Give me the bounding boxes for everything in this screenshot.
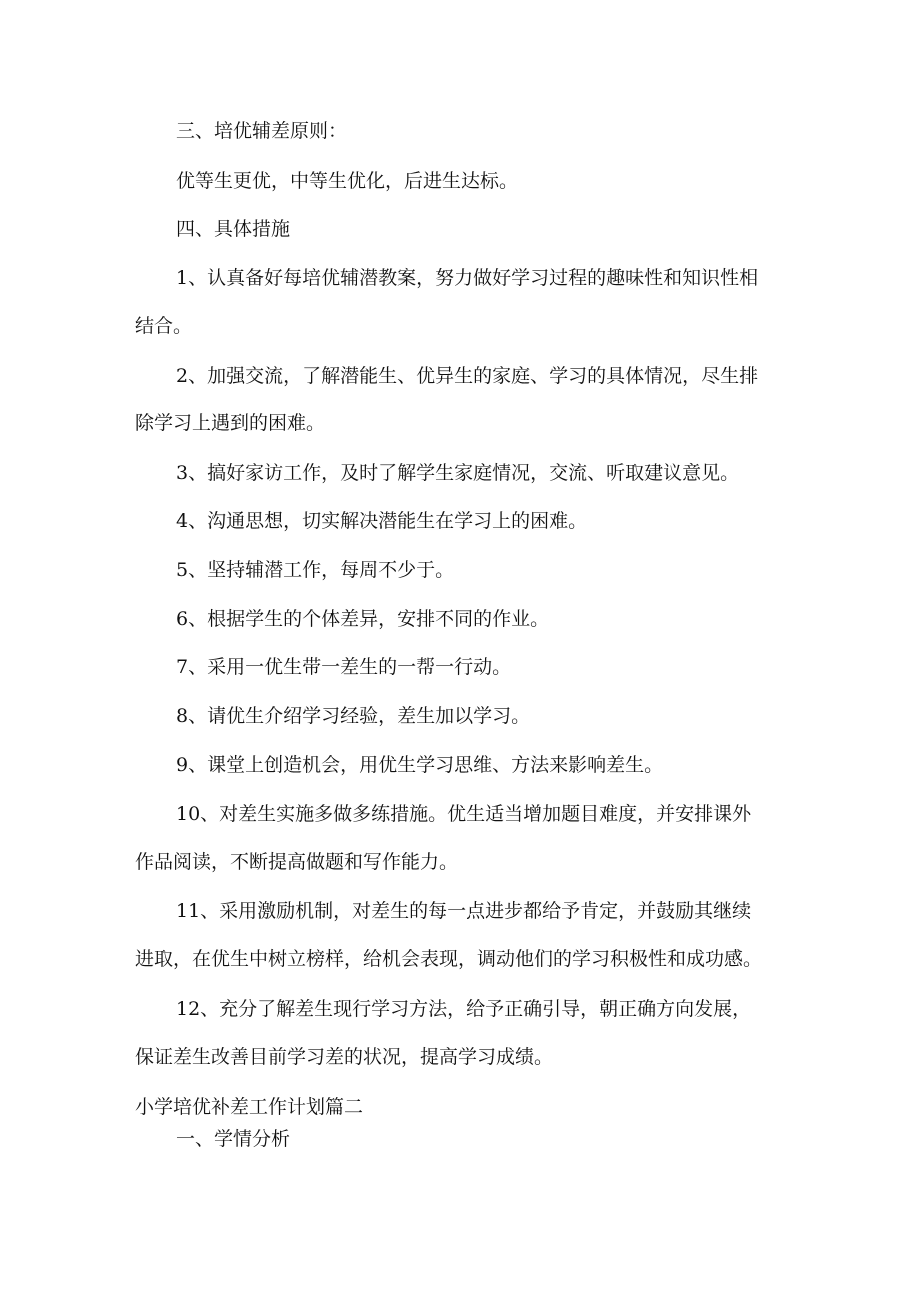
measure-12-line1: 12、充分了解差生现行学习方法，给予正确引导，朝正确方向发展， (176, 998, 752, 1020)
principles-heading: 三、培优辅差原则： (176, 120, 348, 142)
measure-11-line2: 进取，在优生中树立榜样，给机会表现，调动他们的学习积极性和成功感。 (135, 948, 763, 970)
measure-8: 8、请优生介绍学习经验，差生加以学习。 (176, 705, 531, 727)
subsection-heading: 一、学情分析 (176, 1128, 291, 1150)
measure-1-line2: 结合。 (135, 315, 193, 337)
measure-7: 7、采用一优生带一差生的一帮一行动。 (176, 656, 512, 678)
measure-4: 4、沟通思想，切实解决潜能生在学习上的困难。 (176, 510, 588, 532)
measures-heading: 四、具体措施 (176, 218, 291, 240)
measure-10-line1: 10、对差生实施多做多练措施。优生适当增加题目难度，并安排课外 (176, 803, 752, 825)
measure-3: 3、搞好家访工作，及时了解学生家庭情况，交流、听取建议意见。 (176, 462, 740, 484)
measure-10-line2: 作品阅读，不断提高做题和写作能力。 (135, 851, 459, 873)
measure-1-line1: 1、认真备好每培优辅潜教案，努力做好学习过程的趣味性和知识性相 (176, 267, 759, 289)
measure-2-line1: 2、加强交流，了解潜能生、优异生的家庭、学习的具体情况，尽生排 (176, 365, 759, 387)
measure-11-line1: 11、采用激励机制，对差生的每一点进步都给予肯定，并鼓励其继续 (176, 900, 752, 922)
measure-12-line2: 保证差生改善目前学习差的状况，提高学习成绩。 (135, 1046, 554, 1068)
measure-9: 9、课堂上创造机会，用优生学习思维、方法来影响差生。 (176, 754, 664, 776)
section-title: 小学培优补差工作计划篇二 (135, 1096, 364, 1118)
measure-5: 5、坚持辅潜工作，每周不少于。 (176, 559, 455, 581)
measure-6: 6、根据学生的个体差异，安排不同的作业。 (176, 608, 550, 630)
measure-2-line2: 除学习上遇到的困难。 (135, 412, 326, 434)
principles-text: 优等生更优，中等生优化，后进生达标。 (176, 170, 519, 192)
